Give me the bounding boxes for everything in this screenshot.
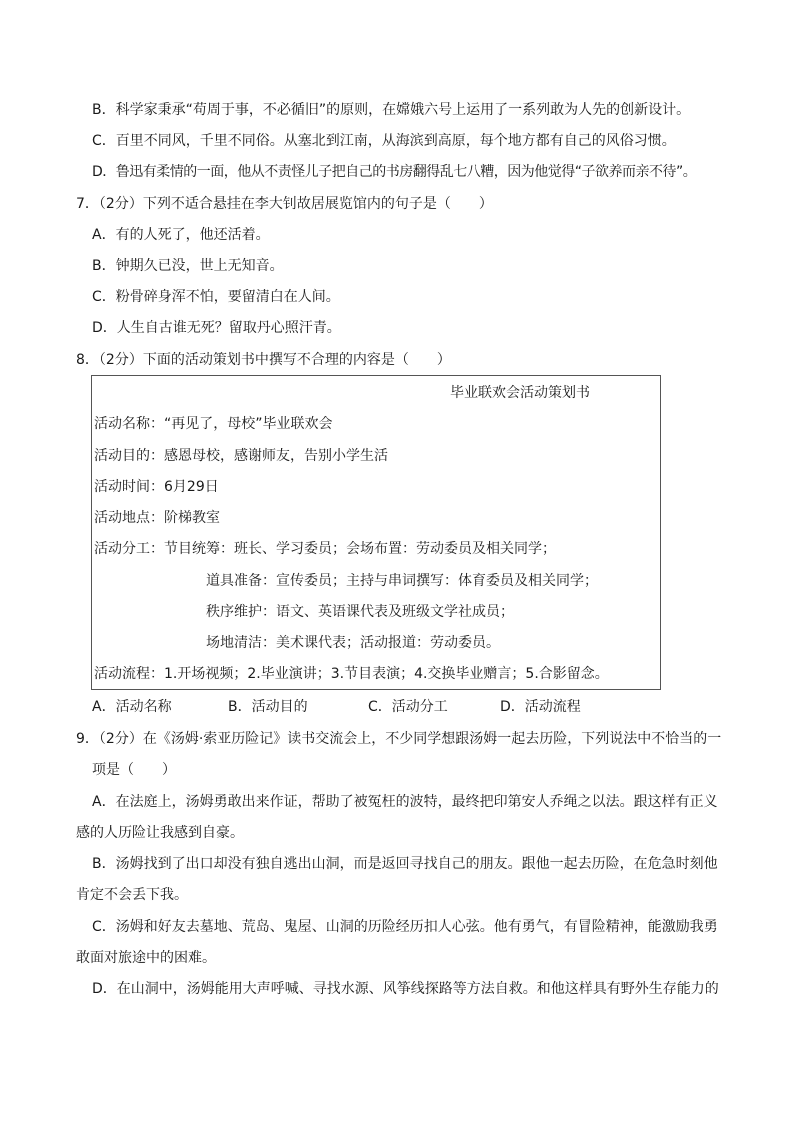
q8-option-c: C．活动分工 [368,699,448,715]
q7-option-d: D．人生自古谁无死？留取丹心照汗青。 [92,320,341,336]
q9-stem-line-1: 9．（2分）在《汤姆·索亚历险记》读书交流会上，不少同学想跟汤姆一起去历险，下列说法中不恰当的一 [76,731,722,747]
plan-process: 活动流程：1.开场视频；2.毕业演讲；3.节目表演；4.交换毕业赠言；5.合影留念。 [94,666,609,682]
plan-name: 活动名称：“再见了，母校”毕业联欢会 [94,416,333,432]
q9-option-a-line-2: 感的人历险让我感到自豪。 [76,825,244,841]
q7-option-b: B．钟期久已没，世上无知音。 [92,258,284,274]
q9-stem-line-2: 项是（ ） [92,762,176,778]
q9-option-a-line-1: A．在法庭上，汤姆勇敢出来作证，帮助了被冤枉的波特，最终把印第安人乔绳之以法。跟这样有正义 [92,794,718,810]
q9-option-b-line-2: 肯定不会丢下我。 [76,887,188,903]
q7-option-a: A．有的人死了，他还活着。 [92,227,270,243]
q9-option-c-line-1: C．汤姆和好友去墓地、荒岛、鬼屋、山洞的历险经历扣人心弦。他有勇气，有冒险精神，能激励我勇 [92,919,718,935]
plan-time: 活动时间：6月29日 [94,479,219,495]
plan-purpose: 活动目的：感恩母校，感谢师友，告别小学生活 [94,448,388,464]
q8-option-b: B．活动目的 [228,699,308,715]
q8-option-d: D．活动流程 [500,699,581,715]
q9-option-c-line-2: 敢面对旅途中的困难。 [76,950,216,966]
q8-option-a: A．活动名称 [92,699,172,715]
plan-division-1: 活动分工：节目统筹：班长、学习委员；会场布置：劳动委员及相关同学； [94,541,556,557]
q6-option-b: B．科学家秉承“苟周于事，不必循旧”的原则，在嫦娥六号上运用了一系列敢为人先的创新设计。 [92,102,691,118]
plan-division-2: 道具准备：宣传委员；主持与串词撰写：体育委员及相关同学； [206,573,598,589]
q9-option-b-line-1: B．汤姆找到了出口却没有独自逃出山洞，而是返回寻找自己的朋友。跟他一起去历险，在危急时刻他 [92,856,718,872]
q7-stem: 7．（2分）下列不适合悬挂在李大钊故居展览馆内的句子是（ ） [76,196,493,212]
q8-stem: 8．（2分）下面的活动策划书中撰写不合理的内容是（ ） [76,352,451,368]
plan-division-4: 场地清洁：美术课代表；活动报道：劳动委员。 [206,635,500,651]
q6-option-d: D．鲁迅有柔情的一面，他从不责怪儿子把自己的书房翻得乱七八糟，因为他觉得“子欲养而亲不待”。 [92,164,697,180]
q9-option-d-line-1: D．在山洞中，汤姆能用大声呼喊、寻找水源、风筝线探路等方法自救。和他这样具有野外生存能力的 [92,981,719,997]
plan-place: 活动地点：阶梯教室 [94,510,220,526]
q6-option-c: C．百里不同风，千里不同俗。从塞北到江南，从海滨到高原，每个地方都有自己的风俗习惯。 [92,133,676,149]
plan-title: 毕业联欢会活动策划书 [450,385,590,401]
q7-option-c: C．粉骨碎身浑不怕，要留清白在人间。 [92,289,340,305]
plan-division-3: 秩序维护：语文、英语课代表及班级文学社成员； [206,604,514,620]
